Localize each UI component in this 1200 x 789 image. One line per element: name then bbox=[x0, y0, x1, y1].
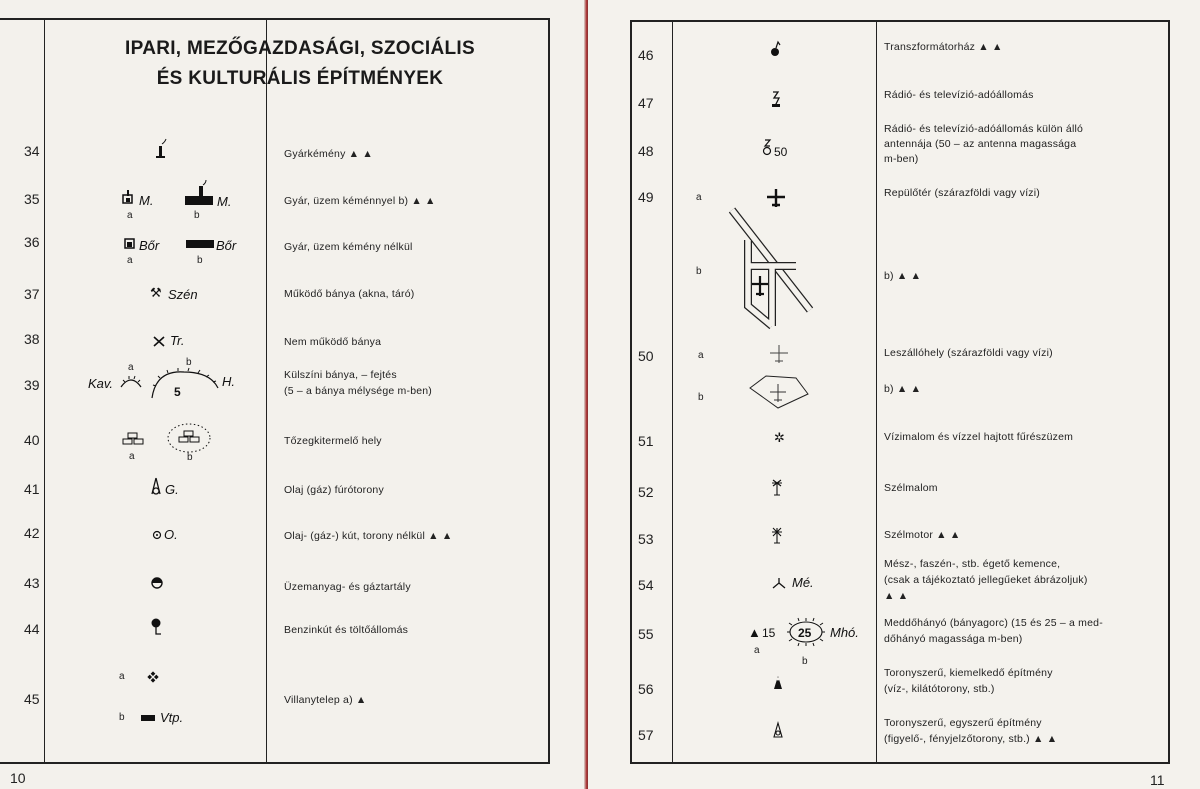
symbol-label: G. bbox=[165, 482, 179, 497]
row-description-line1: Meddőhányó (bányagorc) (15 és 25 – a med- bbox=[884, 617, 1103, 629]
row-number: 46 bbox=[638, 47, 654, 63]
variant-label-b: b bbox=[187, 452, 193, 463]
landing-site-icon bbox=[768, 344, 790, 364]
variant-label-b: b bbox=[698, 392, 704, 403]
row-description: Vízimalom és vízzel hajtott fűrészüzem bbox=[884, 431, 1074, 443]
row-number: 41 bbox=[24, 481, 40, 497]
row-description: Rádió- és televízió-adóállomás bbox=[884, 89, 1034, 101]
row-description: Tőzegkitermelő hely bbox=[284, 435, 382, 447]
variant-label-b: b bbox=[197, 255, 203, 266]
airfield-runways-icon bbox=[726, 206, 816, 330]
symbol-label: Mhó. bbox=[830, 625, 859, 640]
row-number: 36 bbox=[24, 234, 40, 250]
symbol-label: Bőr bbox=[216, 238, 237, 253]
row-number: 39 bbox=[24, 377, 40, 393]
row-description-a: Repülőtér (szárazföldi vagy vízi) bbox=[884, 187, 1040, 199]
variant-label-b: b bbox=[802, 656, 808, 667]
page-number: 11 bbox=[1150, 772, 1165, 788]
row-number: 42 bbox=[24, 525, 40, 541]
number-column-divider bbox=[672, 22, 673, 762]
factory-chimney-icon bbox=[184, 180, 214, 206]
row-description-line2: (5 – a bánya mélysége m-ben) bbox=[284, 385, 433, 397]
mine-hammers-icon: ⚒ bbox=[150, 285, 162, 300]
row-description-line3: m-ben) bbox=[884, 153, 919, 165]
row-description-line2: antennája (50 – az antenna magassága bbox=[884, 138, 1077, 150]
symbol-label: Mé. bbox=[792, 575, 814, 590]
row-description: Benzinkút és töltőállomás bbox=[284, 624, 409, 636]
row-number: 54 bbox=[638, 577, 654, 593]
variant-label-b: b bbox=[194, 210, 200, 221]
symbol-column-divider bbox=[266, 20, 267, 762]
row-number: 52 bbox=[638, 484, 654, 500]
row-number: 40 bbox=[24, 432, 40, 448]
antenna-icon bbox=[762, 138, 772, 158]
variant-label-b: b bbox=[119, 712, 125, 723]
variant-label-a: a bbox=[127, 255, 133, 266]
row-description: Olaj (gáz) fúrótorony bbox=[284, 484, 384, 496]
variant-label-a: a bbox=[119, 671, 125, 682]
variant-label-a: a bbox=[128, 362, 134, 373]
small-quarry-icon bbox=[120, 375, 142, 389]
row-description: Üzemanyag- és gáztartály bbox=[284, 581, 411, 593]
row-number: 56 bbox=[638, 681, 654, 697]
row-number: 43 bbox=[24, 575, 40, 591]
row-number: 50 bbox=[638, 348, 654, 364]
row-description: Gyárkémény ▲ ▲ bbox=[284, 148, 373, 160]
tall-tower-icon bbox=[773, 675, 783, 691]
symbol-label: O. bbox=[164, 527, 178, 542]
simple-tower-icon bbox=[773, 722, 783, 740]
row-number: 53 bbox=[638, 531, 654, 547]
row-description-line1: Toronyszerű, egyszerű építmény bbox=[884, 717, 1042, 729]
factory-no-chimney-icon bbox=[124, 238, 136, 250]
symbol-label: Szén bbox=[168, 287, 198, 302]
section-title-line1: IPARI, MEZŐGAZDASÁGI, SZOCIÁLIS bbox=[125, 38, 475, 59]
section-title-line2: ÉS KULTURÁLIS ÉPÍTMÉNYEK bbox=[156, 68, 444, 89]
row-number: 48 bbox=[638, 143, 654, 159]
row-number: 47 bbox=[638, 95, 654, 111]
row-description: Gyár, üzem kéménnyel b) ▲ ▲ bbox=[284, 195, 436, 207]
row-description-line1: Rádió- és televízió-adóállomás külön álló bbox=[884, 123, 1084, 135]
symbol-label: Bőr bbox=[139, 238, 160, 253]
symbol-label: Tr. bbox=[170, 333, 185, 348]
gas-station-icon bbox=[150, 617, 164, 637]
factory-small-icon bbox=[122, 189, 136, 205]
row-description-b: b) ▲ ▲ bbox=[884, 270, 922, 282]
row-description: Transzformátorház ▲ ▲ bbox=[884, 41, 1003, 53]
variant-label-b: b bbox=[696, 266, 702, 277]
row-number: 51 bbox=[638, 433, 654, 449]
variant-label-a: a bbox=[754, 645, 760, 656]
variant-label-a: a bbox=[698, 350, 704, 361]
symbol-label: H. bbox=[222, 374, 235, 389]
inactive-mine-icon bbox=[152, 335, 166, 347]
row-number: 38 bbox=[24, 331, 40, 347]
row-description: Működő bánya (akna, táró) bbox=[284, 288, 415, 300]
row-description-line2: (csak a tájékoztató jellegűeket ábrázoljuk) bbox=[884, 574, 1088, 586]
page-number: 10 bbox=[10, 770, 26, 786]
row-description-line1: Toronyszerű, kiemelkedő építmény bbox=[884, 667, 1053, 679]
number-column-divider bbox=[44, 20, 45, 762]
row-number: 49 bbox=[638, 189, 654, 205]
row-description-b: b) ▲ ▲ bbox=[884, 383, 922, 395]
variant-label-a: a bbox=[129, 451, 135, 462]
chimney-icon bbox=[153, 138, 173, 160]
kiln-icon bbox=[772, 577, 786, 589]
row-number: 35 bbox=[24, 191, 40, 207]
transformer-icon bbox=[770, 40, 782, 58]
row-description-a: Leszállóhely (szárazföldi vagy vízi) bbox=[884, 347, 1053, 359]
symbol-column-divider bbox=[876, 22, 877, 762]
symbol-label: Vtp. bbox=[160, 710, 184, 725]
row-number: 34 bbox=[24, 143, 40, 159]
row-description-line1: Mész-, faszén-, stb. égető kemence, bbox=[884, 558, 1061, 570]
row-description-line2: (figyelő-, fényjelzőtorony, stb.) ▲ ▲ bbox=[884, 733, 1058, 745]
row-description-line1: Külszíni bánya, – fejtés bbox=[284, 369, 397, 381]
row-description-line2: (víz-, kilátótorony, stb.) bbox=[884, 683, 995, 695]
oil-well-icon bbox=[152, 530, 162, 540]
row-description: Gyár, üzem kémény nélkül bbox=[284, 241, 413, 253]
row-number: 45 bbox=[24, 691, 40, 707]
wind-motor-icon bbox=[770, 527, 784, 545]
power-plant-icon bbox=[146, 670, 160, 684]
heap-height-value: 25 bbox=[798, 626, 812, 640]
row-description: Villanytelep a) ▲ bbox=[284, 694, 367, 706]
row-number: 37 bbox=[24, 286, 40, 302]
row-number: 44 bbox=[24, 621, 40, 637]
radio-tower-icon bbox=[770, 90, 782, 108]
fuel-tank-icon bbox=[151, 577, 163, 589]
right-page bbox=[588, 0, 1200, 789]
row-description: Nem működő bánya bbox=[284, 336, 382, 348]
symbol-label: M. bbox=[139, 193, 154, 208]
variant-label-b: b bbox=[186, 357, 192, 368]
row-description: Olaj- (gáz-) kút, torony nélkül ▲ ▲ bbox=[284, 530, 453, 542]
watermill-icon: ✲ bbox=[774, 430, 785, 445]
left-table-frame bbox=[0, 18, 550, 764]
spoil-heap-small-icon: ▲ bbox=[748, 625, 761, 640]
large-quarry-icon bbox=[148, 366, 220, 400]
peat-small-icon bbox=[122, 432, 144, 446]
symbol-label: M. bbox=[217, 194, 232, 209]
antenna-height-value: 50 bbox=[774, 145, 788, 159]
row-description: Szélmotor ▲ ▲ bbox=[884, 529, 961, 541]
oil-derrick-icon bbox=[150, 476, 162, 496]
peat-area-icon bbox=[166, 422, 212, 454]
left-page bbox=[0, 0, 588, 789]
symbol-label: Kav. bbox=[88, 376, 114, 391]
row-number: 57 bbox=[638, 727, 654, 743]
factory-block-icon bbox=[186, 237, 216, 249]
row-number: 55 bbox=[638, 626, 654, 642]
windmill-icon bbox=[770, 480, 784, 496]
heap-height-value: 15 bbox=[762, 626, 776, 640]
power-station-block-icon bbox=[140, 713, 156, 723]
depth-value: 5 bbox=[174, 385, 181, 399]
airport-plane-icon bbox=[765, 188, 787, 208]
row-description-line3: ▲ ▲ bbox=[884, 590, 909, 602]
variant-label-a: a bbox=[127, 210, 133, 221]
landing-area-icon bbox=[748, 374, 810, 410]
variant-label-a: a bbox=[696, 192, 702, 203]
row-description: Szélmalom bbox=[884, 482, 938, 494]
row-description-line2: dőhányó magassága m-ben) bbox=[884, 633, 1023, 645]
